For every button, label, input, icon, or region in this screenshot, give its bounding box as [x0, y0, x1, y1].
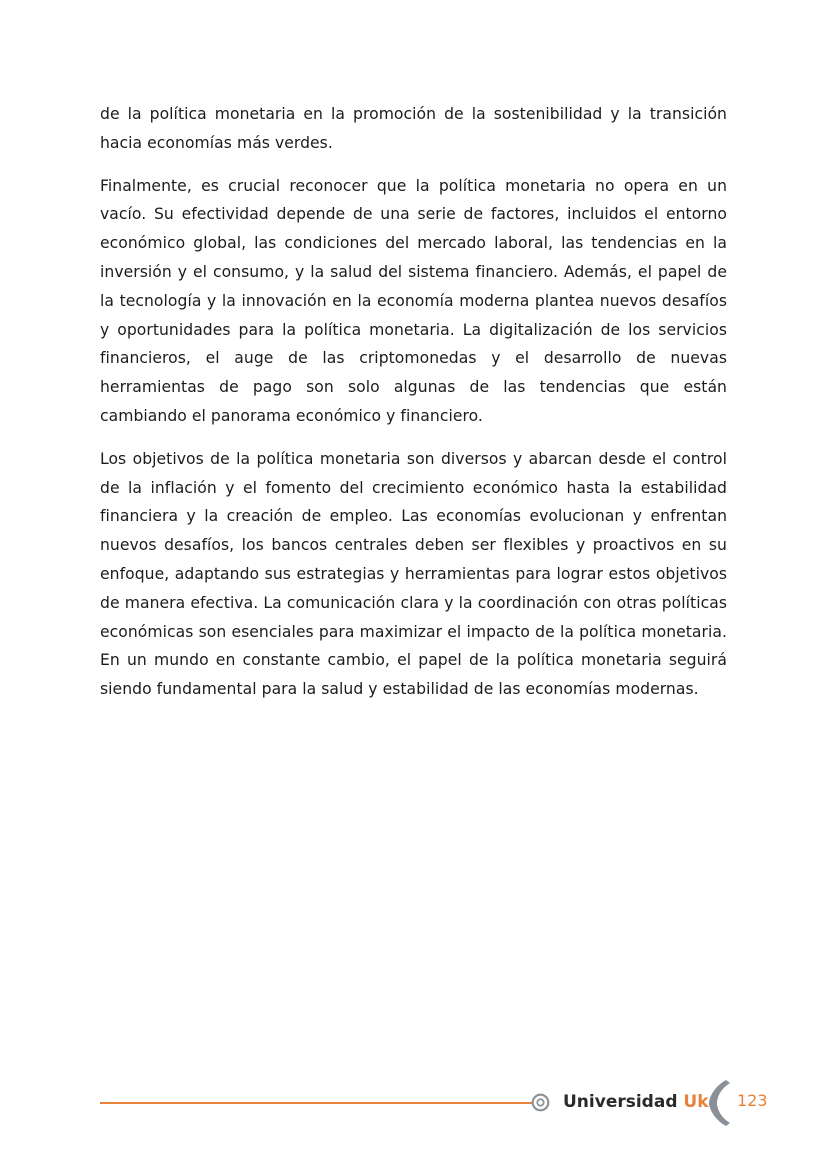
brand-suffix: Uk [683, 1092, 709, 1112]
target-icon [531, 1093, 550, 1112]
paragraph-2: Finalmente, es crucial reconocer que la política monetaria no opera en un vacío. Su efectividad depende de una serie de factores, incluidos el entorno económico global, las condiciones del mercado laboral, las tendencias en la inversión y el consumo, y la salud del sistema financiero. Además, el papel de la tecnología y la innovación en la economía moderna plantea nuevos desafíos y oportunidades para la política monetaria. La digitalización de los servicios financieros, el auge de las criptomonedas y el desarrollo de nuevas herramientas de pago son solo algunas de las tendencias que están cambiando el panorama económico y financiero. [100, 176, 727, 425]
footer-divider [100, 1102, 532, 1104]
page-number: 123 [737, 1091, 768, 1110]
page-footer [0, 1078, 828, 1128]
page-body [100, 100, 727, 718]
brand-name: Universidad [563, 1092, 678, 1112]
paragraph-1: de la política monetaria en la promoción de la sostenibilidad y la transición hacia economías más verdes. [100, 105, 727, 152]
paragraph-3: Los objetivos de la política monetaria son diversos y abarcan desde el control de la inflación y el fomento del crecimiento económico hasta la estabilidad financiera y la creación de empleo. Las economías evolucionan y enfrentan nuevos desafíos, los bancos centrales deben ser flexibles y proactivos en su enfoque, adaptando sus estrategias y herramientas para lograr estos objetivos de manera efectiva. La comunicación clara y la coordinación con otras políticas económicas son esenciales para maximizar el impacto de la política monetaria. En un mundo en constante cambio, el papel de la política monetaria seguirá siendo fundamental para la salud y estabilidad de las economías modernas. [100, 449, 727, 699]
bracket-icon [706, 1078, 732, 1128]
brand-logo-text [563, 1090, 709, 1114]
